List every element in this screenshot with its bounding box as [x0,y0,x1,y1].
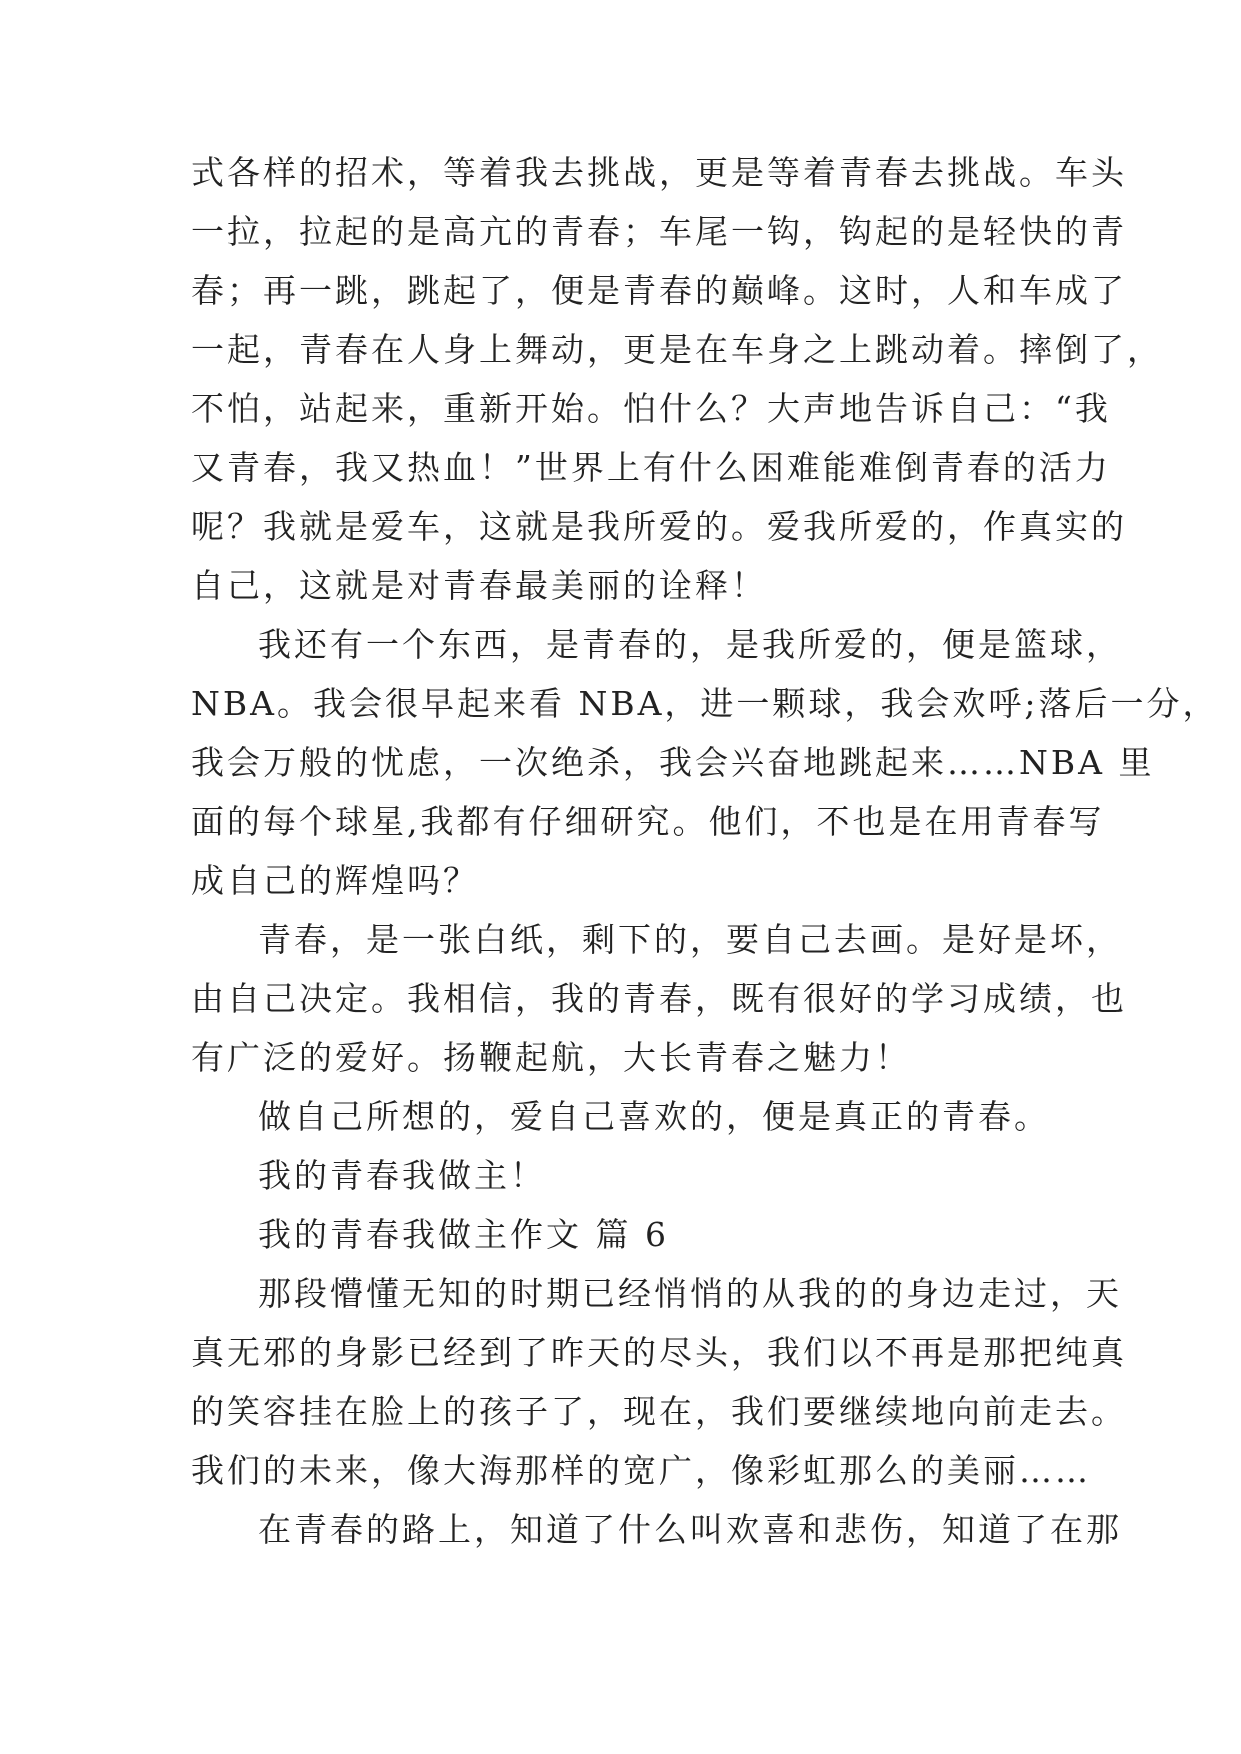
text-line: 有广泛的爱好。扬鞭起航，大长青春之魅力！ [191,1038,911,1077]
text-line: 我们的未来，像大海那样的宽广，像彩虹那么的美丽…… [191,1451,1091,1490]
text-line: 自己，这就是对青春最美丽的诠释！ [191,566,767,605]
text-line: NBA。我会很早起来看 NBA，进一颗球，我会欢呼;落后一分， [191,684,1219,723]
text-line: 不怕，站起来，重新开始。怕什么？大声地告诉自己：“我 [191,389,1111,428]
paragraph-start-line: 那段懵懂无知的时期已经悄悄的从我的的身边走过，天 [258,1274,1122,1313]
paragraph-start-line: 我的青春我做主！ [258,1156,546,1195]
text-line: 一起，青春在人身上舞动，更是在车身之上跳动着。摔倒了， [191,330,1163,369]
text-line: 成自己的辉煌吗？ [191,861,479,900]
text-line: 呢？我就是爱车，这就是我所爱的。爱我所爱的，作真实的 [191,507,1127,546]
text-line: 我会万般的忧虑，一次绝杀，我会兴奋地跳起来……NBA 里 [191,743,1155,782]
paragraph-start-line: 做自己所想的，爱自己喜欢的，便是真正的青春。 [258,1097,1050,1136]
text-line: 春；再一跳，跳起了，便是青春的巅峰。这时，人和车成了 [191,271,1127,310]
text-line: 真无邪的身影已经到了昨天的尽头，我们以不再是那把纯真 [191,1333,1127,1372]
text-line: 的笑容挂在脸上的孩子了，现在，我们要继续地向前走去。 [191,1392,1127,1431]
text-line: 又青春，我又热血！”世界上有什么困难能难倒青春的活力 [191,448,1111,487]
paragraph-start-line: 青春，是一张白纸，剩下的，要自己去画。是好是坏， [258,920,1122,959]
paragraph-start-line: 在青春的路上，知道了什么叫欢喜和悲伤，知道了在那 [258,1510,1122,1549]
text-line: 一拉，拉起的是高亢的青春；车尾一钩，钩起的是轻快的青 [191,212,1127,251]
paragraph-start-line: 我还有一个东西，是青春的，是我所爱的，便是篮球， [258,625,1122,664]
section-heading: 我的青春我做主作文 篇 6 [258,1215,669,1254]
text-line: 面的每个球星,我都有仔细研究。他们，不也是在用青春写 [191,802,1105,841]
text-line: 由自己决定。我相信，我的青春，既有很好的学习成绩，也 [191,979,1127,1018]
text-line: 式各样的招术，等着我去挑战，更是等着青春去挑战。车头 [191,153,1127,192]
